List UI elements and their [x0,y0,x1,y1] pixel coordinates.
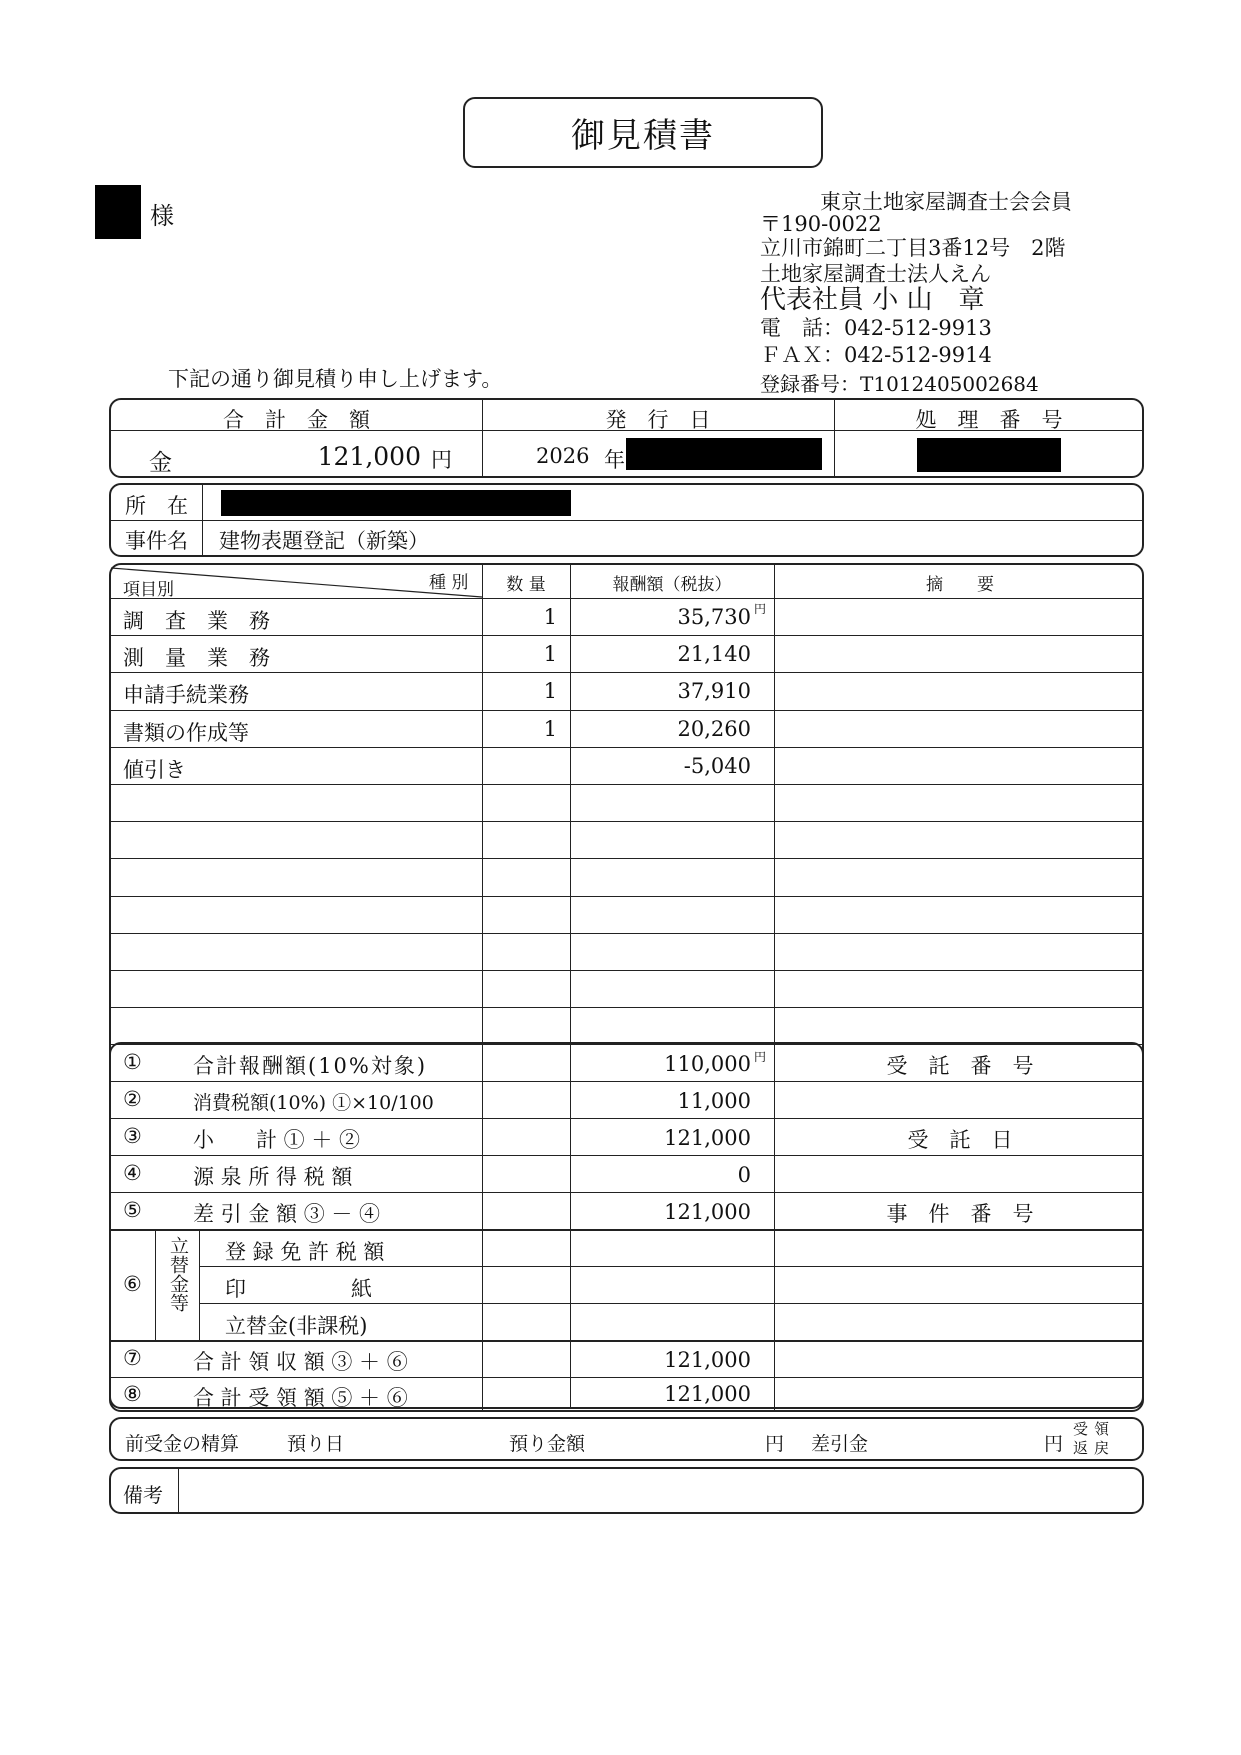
total-row-3-label: 小 計 ① ＋ ② [193,1128,361,1152]
case-name-label: 事件名 [125,529,188,553]
issuer-representative: 代表社員 小 山 章 [760,285,985,315]
total-row-4-label: 源 泉 所 得 税 額 [193,1165,353,1189]
returned-label: 返戻 [1073,1439,1116,1457]
difference-yen: 円 [1044,1433,1064,1455]
advance-item-1: 登 録 免 許 税 額 [225,1240,385,1264]
advance-item-2: 印 紙 [225,1277,372,1301]
total-row-2-label: 消費税額(10%) ①×10/100 [193,1092,434,1114]
processing-number-label: 処 理 番 号 [915,408,1063,432]
header-notes: 摘 要 [926,575,994,595]
intro-text: 下記の通り御見積り申し上げます。 [168,367,503,391]
item-fee: -5,040 [683,753,751,778]
received-returned [1073,1420,1131,1458]
year-char: 年 [604,448,625,472]
advance-group-label: 立替金等 [167,1236,189,1312]
case-panel [109,483,1144,557]
issuer-association: 東京土地家屋調査士会会員 [820,190,1072,214]
total-yen: 円 [431,448,452,472]
item-qty: 1 [543,716,557,741]
deposit-date-label: 預り日 [287,1433,345,1455]
header-qty: 数 量 [506,575,546,595]
issuer-postal: 〒190-0022 [760,212,882,236]
total-row-2-no: ② [123,1087,142,1111]
issuer-firm: 土地家屋調査士法人えん [760,262,991,286]
advance-no: ⑥ [123,1272,142,1296]
issuer-fax: ＦＡＸ：042-512-9914 [760,343,992,367]
total-row-1-no: ① [123,1050,142,1074]
total-row-1-right: 受 託 番 号 [886,1054,1034,1078]
total-row-1-yen: 円 [754,1050,767,1064]
total-row-5-right: 事 件 番 号 [886,1202,1034,1226]
issuer-registration: 登録番号：T1012405002684 [760,372,1039,396]
difference-label: 差引金 [811,1433,869,1455]
total-row-5-no: ⑤ [123,1198,142,1222]
total-row-2-value: 11,000 [677,1089,751,1113]
item-fee: 20,260 [677,716,751,741]
total-row-4-no: ④ [123,1161,142,1185]
total-row-7-label: 合 計 領 収 額 ③ ＋ ⑥ [193,1350,408,1374]
total-row-8-label: 合 計 受 領 額 ⑤ ＋ ⑥ [193,1386,408,1410]
total-amount-value: 121,000 [317,442,421,471]
redacted-processing-number [917,438,1061,472]
deposit-amount-label: 預り金額 [509,1433,586,1455]
issuer-tel: 電 話：042-512-9913 [760,316,992,340]
remarks-label: 備考 [123,1483,163,1507]
received-label: 受領 [1073,1420,1116,1438]
header-fee: 報酬額（税抜） [612,575,732,595]
item-fee: 37,910 [677,679,751,704]
total-row-1-label: 合計報酬額(10%対象) [193,1054,428,1078]
redacted-recipient-name [95,185,141,239]
total-row-7-value: 121,000 [664,1348,751,1372]
header-type: 種 別 [429,573,469,593]
redacted-issue-date [626,438,822,470]
case-name-value: 建物表題登記（新築） [219,529,429,553]
item-name: 値引き [123,757,186,782]
currency-prefix: 金 [149,450,172,476]
totals-table [109,1042,1144,1412]
item-name: 書類の作成等 [123,720,249,745]
total-row-3-right: 受 託 日 [907,1128,1013,1152]
total-row-4-value: 0 [737,1163,751,1187]
issuer-address: 立川市錦町二丁目3番12号 2階 [760,236,1066,260]
item-name: 測 量 業 務 [123,646,270,671]
summary-panel [109,398,1144,478]
item-qty: 1 [543,679,557,704]
issue-year: 2026 [536,444,590,468]
item-qty: 1 [543,605,557,629]
remarks-panel [109,1467,1144,1514]
total-row-1-value: 110,000 [664,1052,751,1076]
item-fee: 35,730 [677,605,751,629]
total-row-3-value: 121,000 [664,1126,751,1150]
item-name: 調 査 業 務 [123,609,270,633]
item-qty: 1 [543,642,557,667]
settlement-label: 前受金の精算 [125,1433,240,1455]
item-name: 申請手続業務 [123,683,249,708]
issue-date-label: 発 行 日 [605,408,711,432]
item-yen-mark: 円 [754,602,767,616]
redacted-location [221,490,571,516]
total-row-8-no: ⑧ [123,1382,142,1406]
header-item: 項目別 [123,580,174,600]
item-fee: 21,140 [677,642,751,667]
document-title: 御見積書 [463,97,823,168]
location-label: 所 在 [125,494,188,518]
total-amount-label: 合 計 金 額 [223,408,370,432]
total-row-8-value: 121,000 [664,1382,751,1406]
total-row-5-value: 121,000 [664,1200,751,1224]
settlement-panel [109,1417,1144,1461]
total-row-3-no: ③ [123,1124,142,1148]
advance-item-3: 立替金(非課税) [225,1314,368,1338]
recipient-suffix: 様 [150,202,174,230]
total-row-7-no: ⑦ [123,1346,142,1370]
deposit-yen: 円 [765,1433,785,1455]
total-row-5-label: 差 引 金 額 ③ － ④ [193,1202,381,1226]
